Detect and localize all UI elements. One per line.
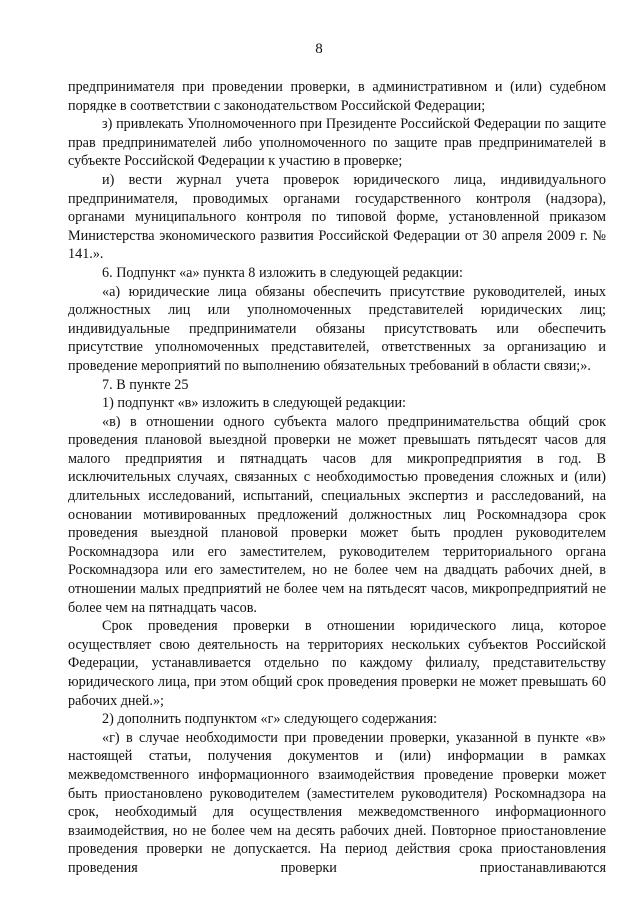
paragraph: 2) дополнить подпунктом «г» следующего содержания: bbox=[102, 711, 438, 728]
paragraph: «а) юридические лица обязаны обеспечить присутствие руководителей, иных должностных лиц или уполномоченных представителей юридических лиц; индивидуальные предприниматели обязаны присутствовать или обеспечить присутствие уполномоченных представителей, ответственных за организацию и проведение мероприятий по выполнению обязательных требований в области связи;». bbox=[68, 283, 606, 374]
paragraph: и) вести журнал учета проверок юридического лица, индивидуального предпринимателя, проводимых органами государственного контроля (надзора), органами муниципального контроля по типовой форме, установленной приказом Министерства экономического развития Российской Федерации от 30 апреля 2009 г. № 141.». bbox=[68, 171, 606, 263]
paragraph: з) привлекать Уполномоченного при Президенте Российской Федерации по защите прав предпринимателей либо уполномоченного по защите прав предпринимателей в субъекте Российской Федерации к участию в проверке; bbox=[68, 116, 606, 170]
paragraph: 7. В пункте 25 bbox=[102, 376, 189, 393]
document-body bbox=[68, 78, 606, 878]
paragraph: предпринимателя при проведении проверки, в административном и (или) судебном порядке в соответствии с законодательством Российской Федерации; bbox=[68, 79, 606, 114]
page-number: 8 bbox=[315, 41, 323, 57]
paragraph: Срок проведения проверки в отношении юридического лица, которое осуществляет свою деятельность на территориях нескольких субъектов Российской Федерации, устанавливается отдельно по каждому филиалу, представительству юридического лица, при этом общий срок проведения проверки не может превышать 60 рабочих дней.»; bbox=[68, 618, 606, 709]
paragraph: «в) в отношении одного субъекта малого предпринимательства общий срок проведения плановой выездной проверки не может превышать пятьдесят часов для малого предприятия и пятнадцать часов для микропредприятия в год. В исключительных случаях, связанных с необходимостью проведения сложных и (или) длительных исследований, испытаний, специальных экспертиз и расследований, на основании мотивированных предложений должностных лиц Роскомнадзора срок проведения выездной плановой проверки может быть продлен руководителем Роскомнадзора или его заместителем, руководителем территориального органа Роскомнадзора или его заместителем, но не более чем на двадцать рабочих дней, в отношении малых предприятий не более чем на пятьдесят часов, микропредприятий не более чем на пятнадцать часов. bbox=[68, 413, 606, 616]
paragraph: «г) в случае необходимости при проведении проверки, указанной в пункте «в» настоящей статьи, получения документов и (или) информации в рамках межведомственного информационного взаимодействия проведение проверки может быть приостановлено руководителем (заместителем руководителя) Роскомнадзора на срок, необходимый для осуществления межведомственного информационного взаимодействия, но не более чем на десять рабочих дней. Повторное приостановление проведения проверки не допускается. На период действия срока приостановления проведения проверки приостанавливаются bbox=[68, 729, 606, 876]
paragraph: 6. Подпункт «а» пункта 8 изложить в следующей редакции: bbox=[102, 264, 463, 281]
paragraph: 1) подпункт «в» изложить в следующей редакции: bbox=[102, 395, 406, 412]
